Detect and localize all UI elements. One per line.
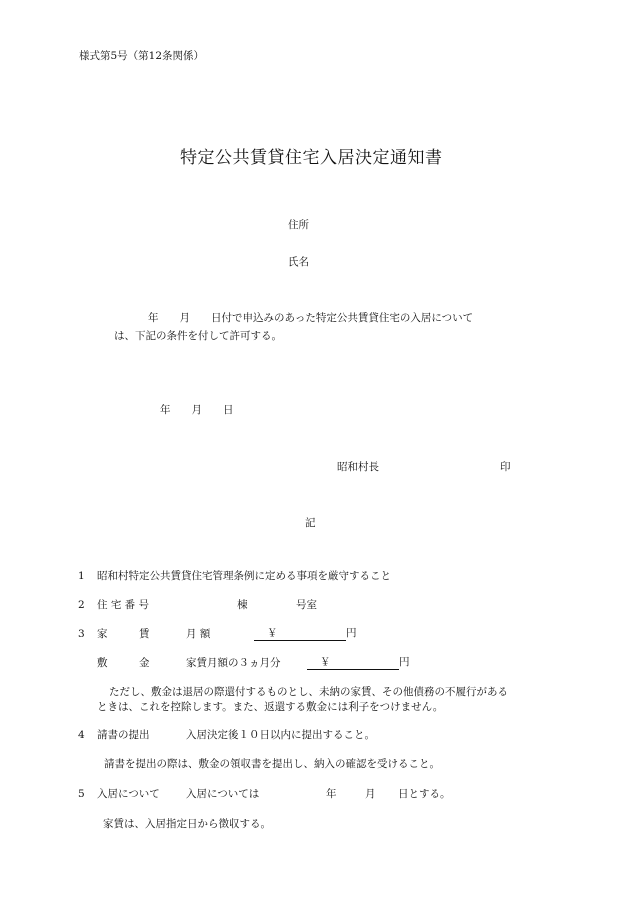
item-4-number: 4 [78, 729, 85, 741]
item-1-text: 昭和村特定公共賃貸住宅管理条例に定める事項を厳守すること [97, 570, 391, 582]
item-4-text: 入居決定後１０日以内に提出すること。 [186, 729, 375, 741]
deposit-basis: 家賃月額の３ヵ月分 [186, 657, 281, 669]
item-1-number: 1 [78, 570, 85, 582]
ki-heading: 記 [305, 517, 316, 529]
item-5-note: 家賃は、入居指定日から徴収する。 [103, 818, 271, 830]
item-3-number: 3 [78, 628, 85, 640]
address-label: 住所 [288, 219, 309, 231]
item-5-text: 入居については [186, 788, 260, 800]
deposit-note-line-1: ただし、敷金は退居の際還付するものとし、未納の家賃、その他債務の不履行がある [109, 686, 508, 698]
item-5-day: 日とする。 [398, 788, 451, 800]
deposit-label: 敷 金 [97, 657, 150, 669]
item-4-label: 請書の提出 [97, 729, 150, 741]
yen-sign: ￥ [267, 627, 278, 639]
rent-amount-field [254, 626, 357, 641]
deposit-note-line-2: ときは、これを控除します。また、返還する敷金には利子をつけません。 [97, 701, 444, 713]
deposit-unit: 円 [399, 656, 410, 668]
item-4-note: 請書を提出の際は、敷金の領収書を提出し、納入の確認を受けること。 [104, 758, 440, 770]
name-label: 氏名 [288, 256, 309, 268]
item-5-year: 年 [326, 788, 337, 800]
rent-amount-underline [254, 627, 346, 641]
item-5-month: 月 [365, 788, 376, 800]
intro-line-2: は、下記の条件を付して許可する。 [114, 330, 282, 342]
deposit-amount-field [307, 655, 410, 670]
seal-mark: 印 [500, 461, 511, 473]
item-5-number: 5 [78, 788, 85, 800]
deposit-amount-underline [307, 656, 399, 670]
issue-date: 年 月 日 [160, 404, 234, 416]
rent-monthly-label: 月 額 [186, 628, 211, 640]
item-2-building: 棟 [237, 599, 248, 611]
page-title: 特定公共賃貸住宅入居決定通知書 [180, 148, 443, 168]
form-number: 様式第5号（第12条関係） [79, 50, 205, 62]
intro-line-1: 年 月 日付で申込みのあった特定公共賃貸住宅の入居について [148, 312, 474, 324]
item-2-label: 住 宅 番 号 [97, 599, 150, 611]
item-2-room: 号室 [296, 599, 317, 611]
rent-label: 家 賃 [97, 628, 150, 640]
yen-sign: ￥ [320, 656, 331, 668]
item-5-label: 入居について [97, 788, 160, 800]
item-2-number: 2 [78, 599, 85, 611]
issuer-name: 昭和村長 [337, 461, 379, 473]
rent-unit: 円 [346, 627, 357, 639]
